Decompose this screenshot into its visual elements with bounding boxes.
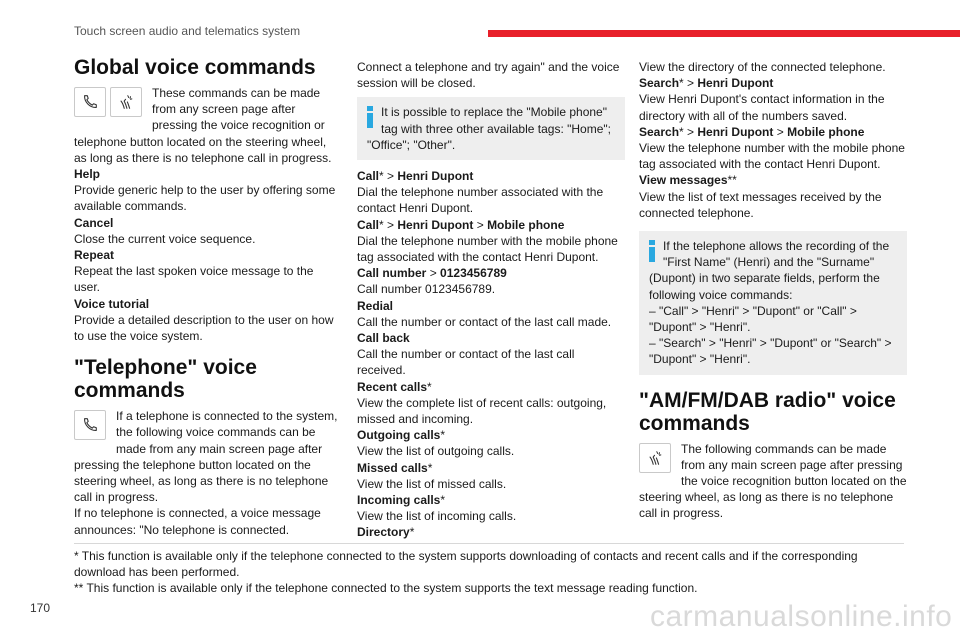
column-2-lead: Connect a telephone and try again" and the voice session will be closed. xyxy=(357,60,620,91)
info-icon xyxy=(367,106,373,128)
cmd-outgoing-calls-desc: View the list of outgoing calls. xyxy=(357,444,515,459)
cmd-call-contact-mobile: Call* > Henri Dupont > Mobile phone xyxy=(357,217,565,232)
phone-icon xyxy=(74,87,106,117)
cmd-call-contact-desc: Dial the telephone number associated with the contact Henri Dupont. xyxy=(357,185,604,216)
watermark: carmanualsonline.info xyxy=(650,600,953,633)
footnote-1: * This function is available only if the telephone connected to the system supports downloading of contacts and recent calls and if the corresponding download has been performed. xyxy=(74,549,858,579)
info-note xyxy=(357,97,625,160)
cmd-view-messages: View messages** xyxy=(639,173,737,188)
radio-voice-title: "AM/FM/DAB radio" voice commands xyxy=(639,388,896,435)
telephone-voice-intro: If a telephone is connected to the system, the following voice commands can be made from any main screen page after pressing the telephone button located on the steering wheel, as long as there is no telephone call in progress. xyxy=(74,409,338,505)
info-note-line: – "Search" > "Henri" > "Dupont" or "Search" > "Dupont" > "Henri". xyxy=(649,336,892,367)
global-voice-title: Global voice commands xyxy=(74,56,316,79)
cmd-redial: Redial xyxy=(357,298,394,313)
cmd-recent-calls-desc: View the complete list of recent calls: outgoing, missed and incoming. xyxy=(357,395,607,427)
info-icon xyxy=(649,240,655,262)
cmd-missed-calls-desc: View the list of missed calls. xyxy=(357,476,507,491)
page-number: 170 xyxy=(30,601,51,615)
column-1 xyxy=(74,56,342,538)
radio-voice-intro: The following commands can be made from any main screen page after pressing the voice recognition button located on the steering wheel, as long as there is no telephone call in progress. xyxy=(639,441,907,521)
cmd-cancel-desc: Close the current voice sequence. xyxy=(74,231,256,246)
cmd-help: Help xyxy=(74,167,101,182)
info-note-text: If the telephone allows the recording of the "First Name" (Henri) and the "Surname" (Dupont) in two separate fields, perform the following voice commands: xyxy=(649,239,890,302)
voice-recognition-icon xyxy=(110,87,142,117)
info-note-text: It is possible to replace the "Mobile phone" tag with three other available tags: "Home"; "Office"; "Other". xyxy=(367,105,611,152)
cmd-call-back-desc: Call the number or contact of the last call received. xyxy=(357,347,575,378)
cmd-search-contact-mobile-desc: View the telephone number with the mobile phone tag associated with the contact Henri Dupont. xyxy=(639,141,905,172)
cmd-repeat: Repeat xyxy=(74,248,115,263)
no-telephone-note: If no telephone is connected, a voice message announces: "No telephone is connected. xyxy=(74,506,321,537)
cmd-recent-calls: Recent calls* xyxy=(357,379,432,394)
column-2 xyxy=(357,59,625,541)
section-header: Touch screen audio and telematics system xyxy=(74,24,301,38)
global-voice-intro: These commands can be made from any screen page after pressing the voice recognition or telephone button located on the steering wheel, as long as there is no telephone call in progress. xyxy=(74,86,332,165)
cmd-view-messages-desc: View the list of text messages received by the connected telephone. xyxy=(639,189,882,220)
cmd-redial-desc: Call the number or contact of the last call made. xyxy=(357,314,612,329)
cmd-call-back: Call back xyxy=(357,331,410,346)
column-3 xyxy=(639,59,907,522)
cmd-outgoing-calls: Outgoing calls* xyxy=(357,428,446,443)
cmd-voice-tutorial: Voice tutorial xyxy=(74,296,150,311)
header-accent-bar xyxy=(488,30,960,37)
cmd-call-number: Call number > 0123456789 xyxy=(357,266,507,281)
icon-group xyxy=(74,87,146,117)
cmd-help-desc: Provide generic help to the user by offering some available commands. xyxy=(74,183,336,214)
cmd-repeat-desc: Repeat the last spoken voice message to the user. xyxy=(74,264,314,295)
phone-icon xyxy=(74,410,106,440)
cmd-incoming-calls-desc: View the list of incoming calls. xyxy=(357,509,517,524)
cmd-incoming-calls: Incoming calls* xyxy=(357,493,446,508)
icon-group xyxy=(74,410,110,440)
cmd-call-contact-mobile-desc: Dial the telephone number with the mobile phone tag associated with the contact Henri Dupont. xyxy=(357,233,618,265)
cmd-search-contact-mobile: Search* > Henri Dupont > Mobile phone xyxy=(639,124,865,139)
cmd-call-number-desc: Call number 0123456789. xyxy=(357,282,496,297)
cmd-directory: Directory* xyxy=(357,525,415,540)
cmd-call-contact: Call* > Henri Dupont xyxy=(357,169,474,184)
icon-group xyxy=(639,443,675,473)
voice-recognition-icon xyxy=(639,443,671,473)
cmd-missed-calls: Missed calls* xyxy=(357,460,433,475)
cmd-search-contact: Search* > Henri Dupont xyxy=(639,76,774,91)
info-note-line: – "Call" > "Henri" > "Dupont" or "Call" > "Dupont" > "Henri". xyxy=(649,303,857,335)
footnote-2: ** This function is available only if the telephone connected to the system supports the text message reading function. xyxy=(74,581,698,595)
cmd-cancel: Cancel xyxy=(74,215,114,230)
footnotes xyxy=(74,543,904,596)
cmd-search-contact-desc: View Henri Dupont's contact information in the directory with all of the numbers saved. xyxy=(639,92,885,123)
info-note xyxy=(639,231,907,375)
cmd-voice-tutorial-desc: Provide a detailed description to the user on how to use the voice system. xyxy=(74,312,334,344)
telephone-voice-title: "Telephone" voice commands xyxy=(74,356,257,403)
column-3-lead: View the directory of the connected telephone. xyxy=(639,60,886,74)
